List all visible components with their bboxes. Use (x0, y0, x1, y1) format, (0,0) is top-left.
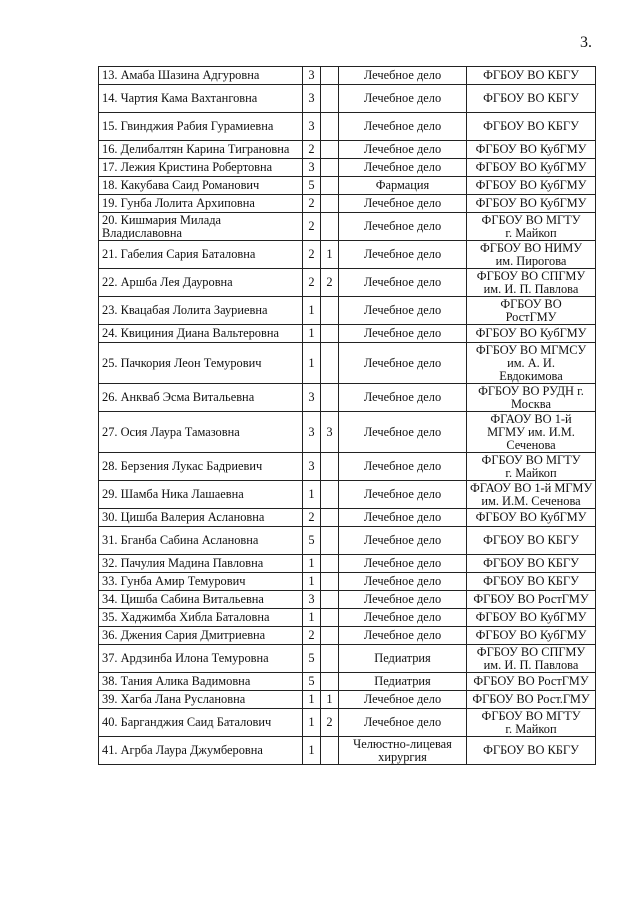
table-row (99, 241, 596, 269)
extra-count-cell (321, 195, 339, 213)
university-line: ФГБОУ ВО КубГМУ (475, 628, 587, 642)
specialty-cell: Лечебное дело (339, 555, 467, 573)
specialty-cell: Лечебное дело (339, 325, 467, 343)
count-cell: 2 (303, 269, 321, 297)
count-cell: 3 (303, 113, 321, 141)
count-cell: 5 (303, 177, 321, 195)
university-cell (467, 159, 596, 177)
count-cell: 2 (303, 509, 321, 527)
university-line: ФГБОУ ВО КБГУ (483, 556, 579, 570)
university-line: ФГБОУ ВО КБГУ (483, 533, 579, 547)
student-name: 17. Лежия Кристина Робертовна (99, 159, 303, 177)
specialty-cell: Лечебное дело (339, 297, 467, 325)
extra-count-cell (321, 113, 339, 141)
specialty-cell: Фармация (339, 177, 467, 195)
university-line: ФГБОУ ВО РостГМУ (473, 674, 589, 688)
university-cell (467, 412, 596, 453)
specialty-cell: Лечебное дело (339, 159, 467, 177)
university-line: ФГБОУ ВО НИМУ (479, 240, 583, 255)
university-cell (467, 591, 596, 609)
table-row (99, 481, 596, 509)
count-cell: 1 (303, 737, 321, 765)
student-name: 35. Хаджимба Хибла Баталовна (99, 609, 303, 627)
count-cell: 1 (303, 709, 321, 737)
table-row (99, 269, 596, 297)
university-line: ФГБОУ ВО МГМСУ (475, 342, 587, 357)
count-cell: 3 (303, 67, 321, 85)
university-line: ФГБОУ ВО КубГМУ (475, 326, 587, 340)
specialty-cell: Лечебное дело (339, 85, 467, 113)
page-number: 3. (580, 34, 592, 51)
count-cell: 1 (303, 609, 321, 627)
university-cell (467, 509, 596, 527)
table-row (99, 113, 596, 141)
table-row (99, 325, 596, 343)
specialty-cell: Лечебное дело (339, 412, 467, 453)
specialty-cell: Лечебное дело (339, 113, 467, 141)
extra-count-cell: 3 (321, 412, 339, 453)
table-row (99, 527, 596, 555)
student-name: 22. Аршба Лея Дауровна (99, 269, 303, 297)
student-name: 36. Джения Сария Дмитриевна (99, 627, 303, 645)
university-cell (467, 527, 596, 555)
university-cell (467, 737, 596, 765)
student-name: 19. Гунба Лолита Архиповна (99, 195, 303, 213)
table-row (99, 509, 596, 527)
university-cell (467, 555, 596, 573)
student-name: 18. Какубава Саид Романович (99, 177, 303, 195)
student-name: 20. Кишмария Милада Владиславовна (99, 213, 303, 241)
extra-count-cell (321, 555, 339, 573)
specialty-cell: Лечебное дело (339, 481, 467, 509)
extra-count-cell (321, 591, 339, 609)
university-line: им. А. И. (507, 355, 555, 370)
university-cell (467, 113, 596, 141)
table-row (99, 85, 596, 113)
specialty-cell: Лечебное дело (339, 627, 467, 645)
table-row (99, 412, 596, 453)
count-cell: 5 (303, 645, 321, 673)
university-line: Евдокимова (499, 368, 563, 383)
count-cell: 1 (303, 297, 321, 325)
student-name: 28. Берзения Лукас Бадриевич (99, 453, 303, 481)
student-name: 15. Гвинджия Рабия Гурамиевна (99, 113, 303, 141)
university-cell (467, 453, 596, 481)
extra-count-cell (321, 481, 339, 509)
specialty-cell: Педиатрия (339, 645, 467, 673)
extra-count-cell (321, 737, 339, 765)
specialty-cell: Лечебное дело (339, 691, 467, 709)
student-name: 26. Анкваб Эсма Витальевна (99, 384, 303, 412)
university-line: ФГБОУ ВО КБГУ (483, 574, 579, 588)
specialty-cell: Лечебное дело (339, 591, 467, 609)
table-row (99, 177, 596, 195)
university-cell (467, 609, 596, 627)
extra-count-cell (321, 343, 339, 384)
table-row (99, 573, 596, 591)
student-name: 14. Чартия Кама Вахтанговна (99, 85, 303, 113)
university-cell (467, 343, 596, 384)
count-cell: 3 (303, 159, 321, 177)
table-row (99, 555, 596, 573)
university-line: ФГАОУ ВО 1-й (490, 411, 572, 426)
student-table (98, 66, 596, 765)
university-cell (467, 384, 596, 412)
count-cell: 1 (303, 555, 321, 573)
university-line: ФГБОУ ВО КубГМУ (475, 160, 587, 174)
university-line: РостГМУ (505, 309, 557, 324)
count-cell: 2 (303, 213, 321, 241)
specialty-cell: Лечебное дело (339, 213, 467, 241)
extra-count-cell: 2 (321, 269, 339, 297)
university-line: ФГБОУ ВО КБГУ (483, 91, 579, 105)
extra-count-cell (321, 141, 339, 159)
specialty-cell: Лечебное дело (339, 573, 467, 591)
specialty-cell: Челюстно-лицевая хирургия (339, 737, 467, 765)
university-cell (467, 141, 596, 159)
specialty-cell: Педиатрия (339, 673, 467, 691)
extra-count-cell (321, 213, 339, 241)
university-line: Сеченова (506, 437, 556, 452)
university-line: ФГБОУ ВО РУДН г. (478, 383, 584, 398)
student-name: 24. Квициния Диана Вальтеровна (99, 325, 303, 343)
student-name: 39. Хагба Лана Руслановна (99, 691, 303, 709)
table-row (99, 709, 596, 737)
extra-count-cell: 1 (321, 691, 339, 709)
count-cell: 2 (303, 141, 321, 159)
student-name: 38. Тания Алика Вадимовна (99, 673, 303, 691)
extra-count-cell (321, 67, 339, 85)
university-line: ФГБОУ ВО КубГМУ (475, 610, 587, 624)
university-cell (467, 573, 596, 591)
table-row (99, 195, 596, 213)
university-line: ФГБОУ ВО МГТУ (481, 212, 581, 227)
university-cell (467, 709, 596, 737)
count-cell: 2 (303, 241, 321, 269)
extra-count-cell: 2 (321, 709, 339, 737)
count-cell: 3 (303, 85, 321, 113)
extra-count-cell (321, 609, 339, 627)
extra-count-cell (321, 159, 339, 177)
university-cell (467, 241, 596, 269)
student-name: 41. Агрба Лаура Джумберовна (99, 737, 303, 765)
count-cell: 2 (303, 627, 321, 645)
university-cell (467, 67, 596, 85)
university-cell (467, 627, 596, 645)
specialty-cell: Лечебное дело (339, 609, 467, 627)
student-name: 16. Делибалтян Карина Тиграновна (99, 141, 303, 159)
university-line: Москва (511, 396, 551, 411)
extra-count-cell (321, 177, 339, 195)
extra-count-cell (321, 453, 339, 481)
count-cell: 3 (303, 412, 321, 453)
university-line: г. Майкоп (505, 225, 557, 240)
specialty-cell: Лечебное дело (339, 509, 467, 527)
extra-count-cell (321, 297, 339, 325)
university-cell (467, 325, 596, 343)
extra-count-cell (321, 384, 339, 412)
university-line: МГМУ им. И.М. (487, 424, 575, 439)
specialty-cell: Лечебное дело (339, 241, 467, 269)
table-row (99, 213, 596, 241)
count-cell: 1 (303, 325, 321, 343)
table-row (99, 627, 596, 645)
student-name: 40. Барганджия Саид Баталович (99, 709, 303, 737)
university-line: г. Майкоп (505, 721, 557, 736)
table-row (99, 737, 596, 765)
university-cell (467, 481, 596, 509)
university-line: ФГБОУ ВО КБГУ (483, 68, 579, 82)
count-cell: 1 (303, 343, 321, 384)
student-name: 32. Пачулия Мадина Павловна (99, 555, 303, 573)
university-line: ФГАОУ ВО 1-й МГМУ (470, 480, 593, 495)
extra-count-cell (321, 325, 339, 343)
university-line: ФГБОУ ВО Рост.ГМУ (472, 692, 590, 706)
student-name: 13. Амаба Шазина Адгуровна (99, 67, 303, 85)
student-name: 29. Шамба Ника Лашаевна (99, 481, 303, 509)
table-row (99, 159, 596, 177)
count-cell: 2 (303, 195, 321, 213)
university-cell (467, 673, 596, 691)
specialty-cell: Лечебное дело (339, 269, 467, 297)
table-row (99, 673, 596, 691)
university-cell (467, 213, 596, 241)
count-cell: 3 (303, 591, 321, 609)
university-line: ФГБОУ ВО КубГМУ (475, 196, 587, 210)
count-cell: 1 (303, 691, 321, 709)
count-cell: 3 (303, 453, 321, 481)
student-name: 33. Гунба Амир Темурович (99, 573, 303, 591)
count-cell: 1 (303, 481, 321, 509)
count-cell: 5 (303, 527, 321, 555)
student-name: 37. Ардзинба Илона Темуровна (99, 645, 303, 673)
specialty-cell: Лечебное дело (339, 141, 467, 159)
extra-count-cell (321, 527, 339, 555)
university-cell (467, 195, 596, 213)
specialty-cell: Лечебное дело (339, 453, 467, 481)
student-name: 23. Квацабая Лолита Зауриевна (99, 297, 303, 325)
university-cell (467, 645, 596, 673)
student-name: 34. Цишба Сабина Витальевна (99, 591, 303, 609)
extra-count-cell (321, 85, 339, 113)
extra-count-cell (321, 645, 339, 673)
university-cell (467, 85, 596, 113)
table-row (99, 141, 596, 159)
university-cell (467, 691, 596, 709)
table-row (99, 645, 596, 673)
extra-count-cell (321, 509, 339, 527)
university-line: ФГБОУ ВО СПГМУ (476, 268, 586, 283)
university-line: им. И.М. Сеченова (481, 493, 581, 508)
university-line: г. Майкоп (505, 465, 557, 480)
university-line: ФГБОУ ВО КубГМУ (475, 178, 587, 192)
university-line: ФГБОУ ВО МГТУ (481, 452, 581, 467)
specialty-cell: Лечебное дело (339, 384, 467, 412)
table-row (99, 609, 596, 627)
specialty-cell: Лечебное дело (339, 343, 467, 384)
university-line: ФГБОУ ВО КубГМУ (475, 142, 587, 156)
university-line: им. Пирогова (495, 253, 567, 268)
university-line: ФГБОУ ВО КубГМУ (475, 510, 587, 524)
university-line: ФГБОУ ВО МГТУ (481, 708, 581, 723)
table-row (99, 591, 596, 609)
count-cell: 1 (303, 573, 321, 591)
university-line: ФГБОУ ВО СПГМУ (476, 644, 586, 659)
extra-count-cell (321, 673, 339, 691)
extra-count-cell (321, 627, 339, 645)
university-line: ФГБОУ ВО (500, 296, 562, 311)
count-cell: 3 (303, 384, 321, 412)
specialty-cell: Лечебное дело (339, 67, 467, 85)
university-line: им. И. П. Павлова (483, 281, 579, 296)
table-row (99, 691, 596, 709)
count-cell: 5 (303, 673, 321, 691)
student-name: 21. Габелия Сария Баталовна (99, 241, 303, 269)
table-row (99, 297, 596, 325)
student-name: 25. Пачкория Леон Темурович (99, 343, 303, 384)
extra-count-cell (321, 573, 339, 591)
student-name: 27. Осия Лаура Тамазовна (99, 412, 303, 453)
university-line: ФГБОУ ВО КБГУ (483, 119, 579, 133)
university-line: ФГБОУ ВО РостГМУ (473, 592, 589, 606)
specialty-cell: Лечебное дело (339, 709, 467, 737)
student-name: 31. Бганба Сабина Аслановна (99, 527, 303, 555)
university-cell (467, 269, 596, 297)
table-row (99, 453, 596, 481)
table-row (99, 384, 596, 412)
university-line: ФГБОУ ВО КБГУ (483, 743, 579, 757)
table-row (99, 343, 596, 384)
table-row (99, 67, 596, 85)
specialty-cell: Лечебное дело (339, 527, 467, 555)
university-cell (467, 177, 596, 195)
university-cell (467, 297, 596, 325)
student-name: 30. Цишба Валерия Аслановна (99, 509, 303, 527)
specialty-cell: Лечебное дело (339, 195, 467, 213)
university-line: им. И. П. Павлова (483, 657, 579, 672)
extra-count-cell: 1 (321, 241, 339, 269)
